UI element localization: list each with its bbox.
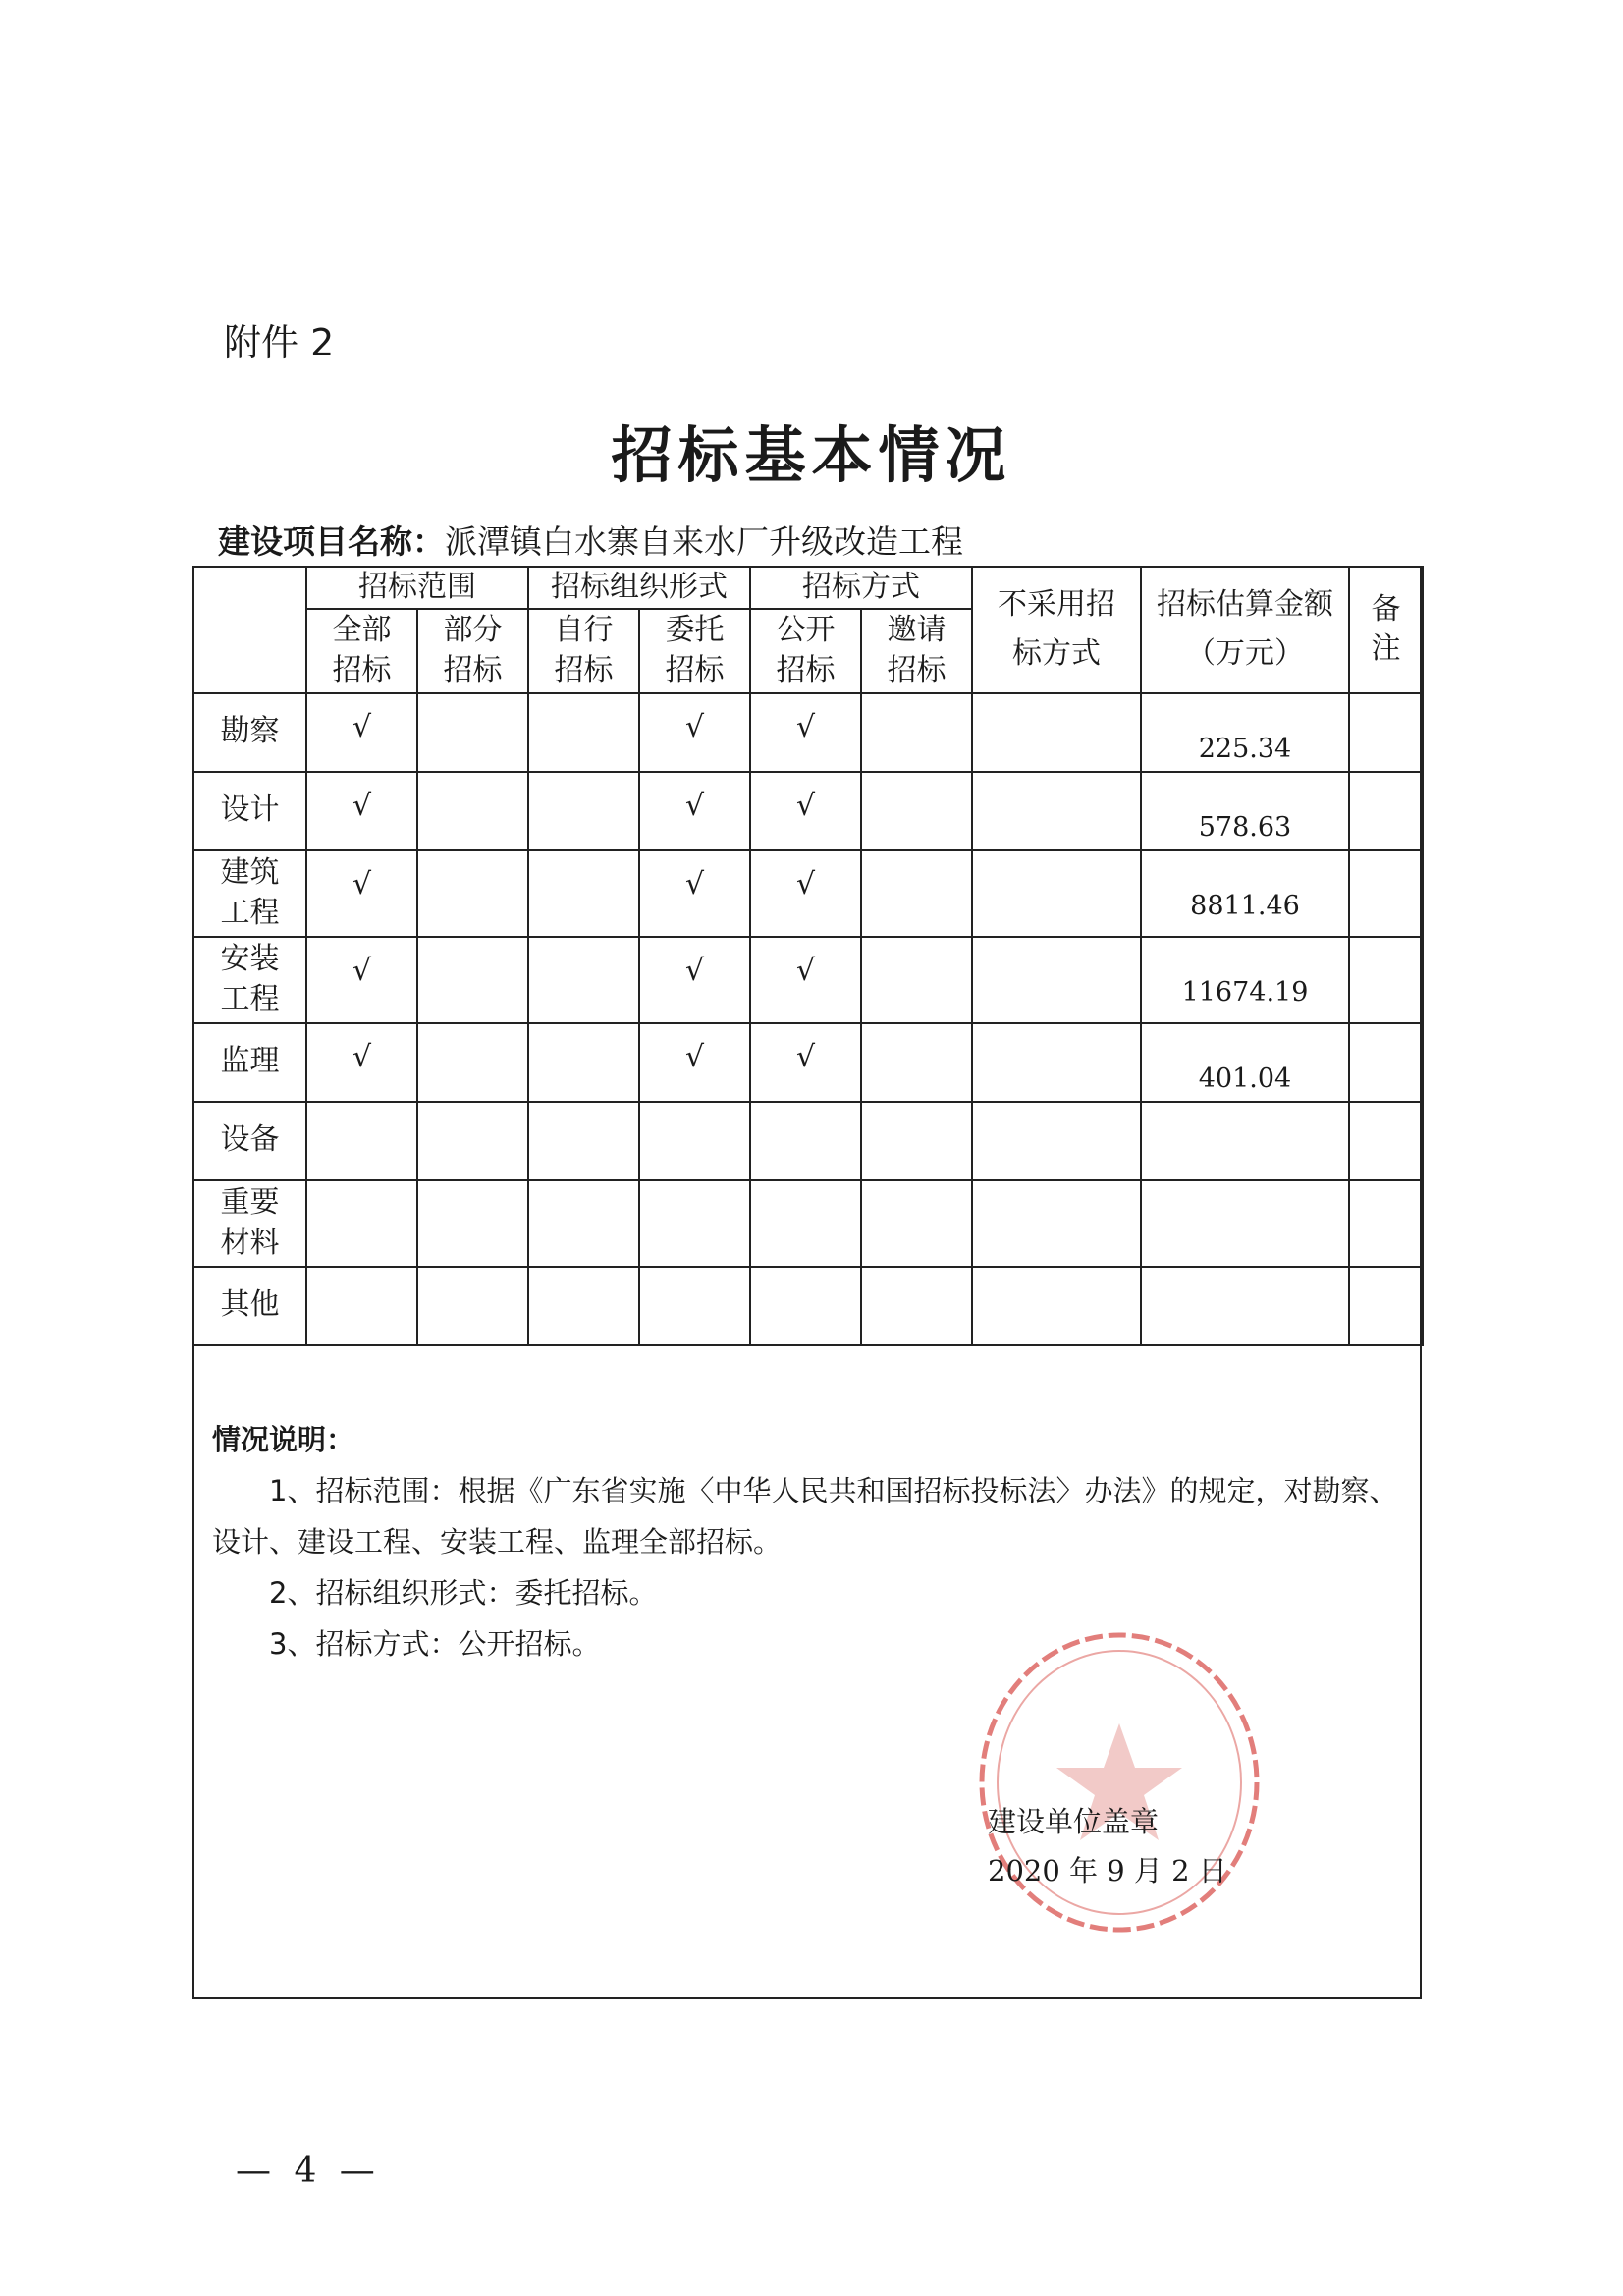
cell-self bbox=[528, 850, 639, 937]
cell-self bbox=[528, 772, 639, 850]
cell-invited bbox=[861, 693, 972, 772]
table-row bbox=[193, 937, 1423, 1023]
notes-item-2: 2、招标组织形式：委托招标。 bbox=[269, 1576, 658, 1610]
cell-entrusted: √ bbox=[639, 850, 750, 937]
cell-entrusted: √ bbox=[639, 1023, 750, 1102]
cell-self bbox=[528, 1180, 639, 1267]
row-name: 设备 bbox=[193, 1102, 306, 1180]
cell-full: √ bbox=[306, 693, 417, 772]
cell-partial bbox=[417, 693, 528, 772]
notes-item-3: 3、招标方式：公开招标。 bbox=[269, 1627, 601, 1661]
header-estimate-label: 招标估算金额 bbox=[1157, 586, 1333, 622]
cell-amount bbox=[1141, 1267, 1349, 1345]
header-no-tender-line2: 标方式 bbox=[1012, 636, 1101, 672]
cell-self bbox=[528, 937, 639, 1023]
table-row bbox=[193, 1267, 1423, 1345]
cell-no-tender bbox=[972, 1180, 1141, 1267]
cell-partial bbox=[417, 937, 528, 1023]
subheader-full-text: 全部招标 bbox=[332, 613, 392, 687]
row-name-text: 重要材料 bbox=[220, 1185, 280, 1260]
cell-full bbox=[306, 1267, 417, 1345]
cell-no-tender bbox=[972, 850, 1141, 937]
cell-self bbox=[528, 1023, 639, 1102]
header-remarks-line1: 备 bbox=[1371, 591, 1401, 627]
cell-entrusted bbox=[639, 1180, 750, 1267]
stamp-caption: 建设单位盖章 bbox=[988, 1805, 1160, 1838]
cell-entrusted: √ bbox=[639, 693, 750, 772]
cell-invited bbox=[861, 1180, 972, 1267]
cell-entrusted bbox=[639, 1102, 750, 1180]
corner-cell bbox=[193, 567, 306, 693]
project-name: 派潭镇白水寨自来水厂升级改造工程 bbox=[445, 522, 963, 561]
cell-entrusted: √ bbox=[639, 772, 750, 850]
cell-remarks bbox=[1349, 937, 1423, 1023]
cell-open: √ bbox=[750, 937, 861, 1023]
cell-entrusted: √ bbox=[639, 937, 750, 1023]
subheader-entrusted bbox=[639, 609, 750, 693]
cell-remarks bbox=[1349, 850, 1423, 937]
project-name-line bbox=[218, 517, 963, 563]
table-row bbox=[193, 693, 1423, 772]
page-number: — 4 — bbox=[236, 2151, 381, 2191]
row-name: 设计 bbox=[193, 772, 306, 850]
subheader-open-text: 公开招标 bbox=[776, 613, 836, 687]
row-name bbox=[193, 850, 306, 937]
row-name: 监理 bbox=[193, 1023, 306, 1102]
cell-partial bbox=[417, 1102, 528, 1180]
cell-partial bbox=[417, 1267, 528, 1345]
cell-full: √ bbox=[306, 1023, 417, 1102]
cell-self bbox=[528, 1267, 639, 1345]
cell-full: √ bbox=[306, 937, 417, 1023]
subheader-entrusted-text: 委托招标 bbox=[665, 613, 725, 687]
cell-invited bbox=[861, 1023, 972, 1102]
page-title: 招标基本情况 bbox=[611, 419, 1012, 491]
cell-full: √ bbox=[306, 850, 417, 937]
header-organization: 招标组织形式 bbox=[528, 567, 750, 609]
cell-partial bbox=[417, 1023, 528, 1102]
table-row bbox=[193, 772, 1423, 850]
cell-invited bbox=[861, 937, 972, 1023]
cell-open bbox=[750, 1180, 861, 1267]
table-row bbox=[193, 850, 1423, 937]
cell-amount: 401.04 bbox=[1141, 1023, 1349, 1102]
row-name bbox=[193, 937, 306, 1023]
cell-invited bbox=[861, 772, 972, 850]
table-body bbox=[193, 693, 1423, 1345]
subheader-invited-text: 邀请招标 bbox=[887, 613, 947, 687]
cell-self bbox=[528, 693, 639, 772]
cell-remarks bbox=[1349, 1267, 1423, 1345]
cell-open: √ bbox=[750, 693, 861, 772]
cell-no-tender bbox=[972, 1023, 1141, 1102]
cell-invited bbox=[861, 1102, 972, 1180]
row-name-text: 建筑工程 bbox=[220, 855, 280, 930]
table-row bbox=[193, 1180, 1423, 1267]
header-no-tender-line1: 不采用招 bbox=[998, 586, 1115, 622]
official-seal-icon bbox=[972, 1620, 1267, 1944]
cell-full bbox=[306, 1180, 417, 1267]
subheader-open bbox=[750, 609, 861, 693]
notes-item-1: 1、招标范围：根据《广东省实施〈中华人民共和国招标投标法〉办法》的规定，对勘察、设计、建设工程、安装工程、监理全部招标。 bbox=[212, 1474, 1398, 1558]
cell-open: √ bbox=[750, 772, 861, 850]
subheader-self bbox=[528, 609, 639, 693]
cell-amount: 11674.19 bbox=[1141, 937, 1349, 1023]
row-name: 其他 bbox=[193, 1267, 306, 1345]
cell-amount bbox=[1141, 1180, 1349, 1267]
sign-date: 2020 年 9 月 2 日 bbox=[988, 1854, 1227, 1887]
header-remarks-line2: 注 bbox=[1371, 631, 1401, 667]
row-name bbox=[193, 1180, 306, 1267]
cell-no-tender bbox=[972, 693, 1141, 772]
subheader-invited bbox=[861, 609, 972, 693]
cell-no-tender bbox=[972, 937, 1141, 1023]
header-remarks bbox=[1349, 567, 1423, 693]
signature-block bbox=[988, 1797, 1227, 1895]
cell-remarks bbox=[1349, 693, 1423, 772]
bid-table bbox=[192, 566, 1424, 1346]
project-label: 建设项目名称： bbox=[218, 522, 445, 561]
header-no-tender bbox=[972, 567, 1141, 693]
cell-partial bbox=[417, 850, 528, 937]
cell-open bbox=[750, 1267, 861, 1345]
cell-no-tender bbox=[972, 1102, 1141, 1180]
cell-amount: 225.34 bbox=[1141, 693, 1349, 772]
cell-partial bbox=[417, 1180, 528, 1267]
table-row bbox=[193, 1023, 1423, 1102]
cell-invited bbox=[861, 1267, 972, 1345]
subheader-full bbox=[306, 609, 417, 693]
cell-remarks bbox=[1349, 1180, 1423, 1267]
cell-remarks bbox=[1349, 1023, 1423, 1102]
cell-open: √ bbox=[750, 850, 861, 937]
cell-no-tender bbox=[972, 1267, 1141, 1345]
subheader-partial bbox=[417, 609, 528, 693]
cell-self bbox=[528, 1102, 639, 1180]
cell-full: √ bbox=[306, 772, 417, 850]
cell-remarks bbox=[1349, 772, 1423, 850]
header-estimate bbox=[1141, 567, 1349, 693]
cell-amount bbox=[1141, 1102, 1349, 1180]
cell-amount: 8811.46 bbox=[1141, 850, 1349, 937]
cell-invited bbox=[861, 850, 972, 937]
row-name: 勘察 bbox=[193, 693, 306, 772]
notes-heading: 情况说明： bbox=[212, 1423, 355, 1456]
cell-entrusted bbox=[639, 1267, 750, 1345]
subheader-self-text: 自行招标 bbox=[554, 613, 614, 687]
attachment-label: 附件 2 bbox=[224, 321, 335, 364]
cell-open: √ bbox=[750, 1023, 861, 1102]
cell-no-tender bbox=[972, 772, 1141, 850]
header-scope: 招标范围 bbox=[306, 567, 528, 609]
header-method: 招标方式 bbox=[750, 567, 972, 609]
subheader-partial-text: 部分招标 bbox=[443, 613, 503, 687]
cell-open bbox=[750, 1102, 861, 1180]
row-name-text: 安装工程 bbox=[220, 942, 280, 1016]
header-estimate-unit: （万元） bbox=[1186, 636, 1304, 672]
table-row bbox=[193, 1102, 1423, 1180]
cell-remarks bbox=[1349, 1102, 1423, 1180]
cell-full bbox=[306, 1102, 417, 1180]
cell-partial bbox=[417, 772, 528, 850]
cell-amount: 578.63 bbox=[1141, 772, 1349, 850]
